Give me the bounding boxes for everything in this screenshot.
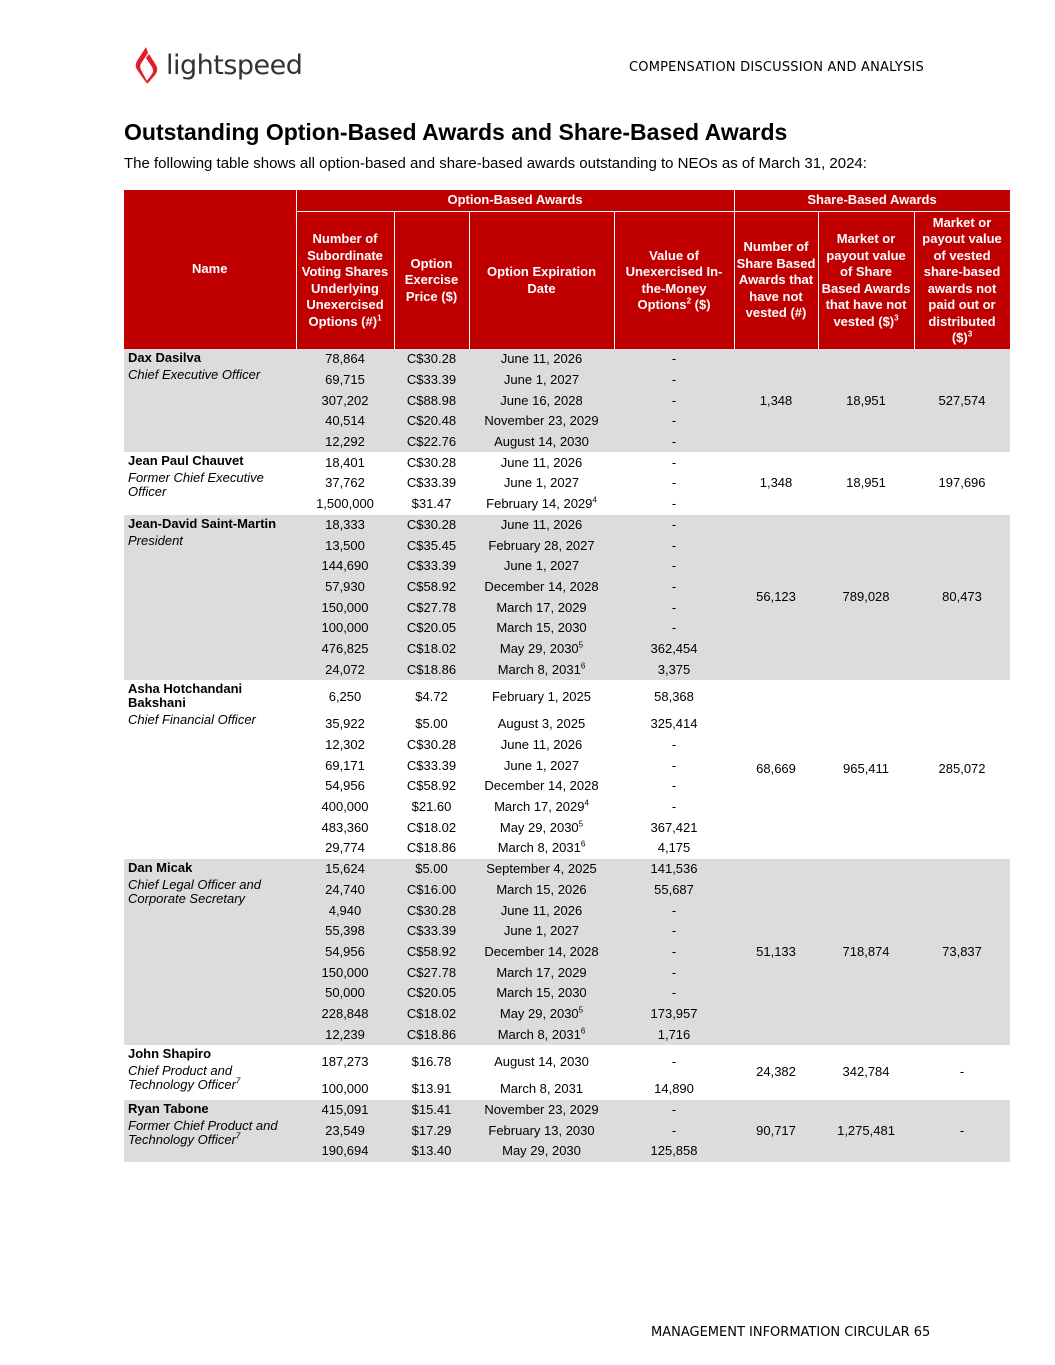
options-count-cell: 18,333 bbox=[296, 515, 394, 536]
expiration-date-cell: March 8, 2031$^6$ bbox=[469, 1024, 614, 1045]
in-the-money-value-cell: 14,890 bbox=[654, 1081, 694, 1097]
options-count-cell: 50,000 bbox=[296, 983, 394, 1004]
table-row bbox=[124, 349, 1010, 370]
expiration-date-cell: May 29, 2030 bbox=[469, 1141, 614, 1162]
expiration-date-cell: March 15, 2030 bbox=[469, 983, 614, 1004]
exercise-price-cell: $17.29 bbox=[394, 1120, 469, 1141]
share-units-cell: 68,669 bbox=[756, 761, 796, 777]
expiration-date-cell: May 29, 2030$^5$ bbox=[469, 1004, 614, 1025]
options-count-cell: 476,825 bbox=[296, 639, 394, 660]
table-row bbox=[124, 680, 1010, 714]
exercise-price-cell: $31.47 bbox=[411, 496, 452, 512]
in-the-money-value-cell: 367,421 bbox=[650, 819, 698, 835]
options-count-cell: 13,500 bbox=[296, 535, 394, 556]
share-units-cell: 90,717 bbox=[734, 1100, 818, 1162]
exercise-price-cell: C$30.28 bbox=[394, 515, 469, 536]
exercise-price-cell: $13.40 bbox=[394, 1141, 469, 1162]
person-cell bbox=[124, 349, 296, 452]
in-the-money-value-cell: - bbox=[671, 799, 677, 815]
options-count-cell: 15,624 bbox=[296, 859, 394, 880]
expiration-date-cell: May 29, 2030$^5$ bbox=[499, 819, 584, 835]
market-unvested-cell: 789,028 bbox=[818, 515, 914, 681]
table-row bbox=[124, 859, 1010, 880]
options-count-cell: 1,500,000 bbox=[316, 496, 374, 512]
market-vested-cell: 80,473 bbox=[914, 515, 1010, 681]
expiration-date-cell: February 14, 2029$^4$ bbox=[486, 495, 597, 512]
group-header-share: Share-Based Awards bbox=[734, 190, 1010, 212]
person-title: Chief Product and Technology Officer$^7$ bbox=[128, 1063, 241, 1092]
exercise-price-cell: C$20.05 bbox=[394, 983, 469, 1004]
in-the-money-value-cell: 141,536 bbox=[614, 859, 734, 880]
logo-text: lightspeed bbox=[166, 49, 303, 81]
exercise-price-cell: C$18.86 bbox=[394, 1024, 469, 1045]
table-row bbox=[124, 1100, 1010, 1121]
expiration-date-cell: March 17, 2029 bbox=[469, 962, 614, 983]
exercise-price-cell: $5.00 bbox=[394, 859, 469, 880]
in-the-money-value-cell: - bbox=[614, 1100, 734, 1121]
exercise-price-cell: $15.41 bbox=[394, 1100, 469, 1121]
in-the-money-value-cell: 3,375 bbox=[614, 659, 734, 680]
market-vested-cell: 527,574 bbox=[914, 349, 1010, 452]
exercise-price-cell: C$58.92 bbox=[394, 577, 469, 598]
options-count-cell: 12,292 bbox=[296, 432, 394, 453]
market-unvested-cell: 965,411 bbox=[843, 761, 890, 777]
market-vested-cell: 73,837 bbox=[914, 859, 1010, 1045]
share-units-cell: 51,133 bbox=[734, 859, 818, 1045]
options-count-cell: 228,848 bbox=[296, 1004, 394, 1025]
market-vested-cell: 285,072 bbox=[938, 761, 986, 777]
in-the-money-value-cell: 1,716 bbox=[614, 1024, 734, 1045]
expiration-date-cell: June 11, 2026 bbox=[500, 454, 583, 470]
options-count-cell: 187,273 bbox=[321, 1054, 369, 1069]
exercise-price-cell: C$16.00 bbox=[394, 880, 469, 901]
person-title: Chief Executive Officer bbox=[128, 367, 261, 382]
in-the-money-value-cell: - bbox=[614, 921, 734, 942]
person-title: Former Chief Product and Technology Officer$^7$ bbox=[128, 1117, 278, 1147]
awards-body bbox=[124, 349, 1010, 1162]
options-count-cell: 12,239 bbox=[296, 1024, 394, 1045]
exercise-price-cell: C$33.39 bbox=[394, 921, 469, 942]
options-count-cell: 12,302 bbox=[325, 737, 365, 753]
person-cell bbox=[124, 515, 296, 681]
expiration-date-cell: February 28, 2027 bbox=[469, 535, 614, 556]
lightspeed-logo bbox=[134, 46, 302, 84]
in-the-money-value-cell: - bbox=[614, 515, 734, 536]
flame-icon bbox=[134, 46, 160, 84]
in-the-money-value-cell: - bbox=[614, 618, 734, 639]
table-row bbox=[124, 1045, 1010, 1079]
exercise-price-cell: C$22.76 bbox=[394, 432, 469, 453]
exercise-price-cell: $4.72 bbox=[415, 689, 448, 704]
exercise-price-cell: C$27.78 bbox=[394, 597, 469, 618]
exercise-price-cell: C$88.98 bbox=[394, 390, 469, 411]
expiration-date-cell: June 1, 2027 bbox=[469, 921, 614, 942]
in-the-money-value-cell: - bbox=[671, 1054, 677, 1069]
col-header-expiration: Option Expiration Date bbox=[469, 212, 614, 350]
share-units-cell: 56,123 bbox=[734, 515, 818, 681]
col-header-share-units: Number of Share Based Awards that have not vested (#) bbox=[734, 212, 818, 350]
in-the-money-value-cell: - bbox=[614, 983, 734, 1004]
market-unvested-cell: 18,951 bbox=[846, 475, 886, 491]
person-name: Asha Hotchandani Bakshani bbox=[128, 681, 243, 710]
options-count-cell: 54,956 bbox=[296, 942, 394, 963]
col-header-value: Value of Unexercised In-the-Money Options$^2$ ($) bbox=[614, 212, 734, 350]
options-count-cell: 307,202 bbox=[296, 390, 394, 411]
options-count-cell: 100,000 bbox=[321, 1081, 369, 1097]
exercise-price-cell: C$18.02 bbox=[394, 1004, 469, 1025]
exercise-price-cell: C$33.39 bbox=[394, 556, 469, 577]
exercise-price-cell: $5.00 bbox=[415, 716, 448, 732]
in-the-money-value-cell: - bbox=[614, 432, 734, 453]
options-count-cell: 150,000 bbox=[296, 597, 394, 618]
options-count-cell: 190,694 bbox=[296, 1141, 394, 1162]
exercise-price-cell: C$30.28 bbox=[394, 900, 469, 921]
in-the-money-value-cell: 173,957 bbox=[614, 1004, 734, 1025]
section-header: COMPENSATION DISCUSSION AND ANALYSIS bbox=[629, 60, 924, 75]
in-the-money-value-cell: - bbox=[614, 962, 734, 983]
exercise-price-cell: C$20.48 bbox=[394, 411, 469, 432]
in-the-money-value-cell: - bbox=[614, 900, 734, 921]
options-count-cell: 69,715 bbox=[296, 370, 394, 391]
exercise-price-cell: $16.78 bbox=[411, 1054, 452, 1069]
col-header-exercise-price: Option Exercise Price ($) bbox=[394, 212, 469, 350]
awards-table bbox=[124, 190, 1011, 1162]
exercise-price-cell: C$58.92 bbox=[394, 942, 469, 963]
person-title: Former Chief Executive Officer bbox=[128, 470, 264, 500]
expiration-date-cell: December 14, 2028 bbox=[484, 778, 599, 794]
exercise-price-cell: C$33.39 bbox=[394, 370, 469, 391]
options-count-cell: 40,514 bbox=[296, 411, 394, 432]
table-row bbox=[124, 515, 1010, 536]
person-title: Chief Financial Officer bbox=[128, 712, 256, 727]
exercise-price-cell: C$18.02 bbox=[394, 639, 469, 660]
expiration-date-cell: June 11, 2026 bbox=[469, 515, 614, 536]
share-units-cell: 24,382 bbox=[756, 1064, 796, 1080]
market-unvested-cell: 342,784 bbox=[842, 1064, 890, 1080]
expiration-date-cell: March 8, 2031$^6$ bbox=[469, 659, 614, 680]
options-count-cell: 144,690 bbox=[296, 556, 394, 577]
exercise-price-cell: C$18.86 bbox=[406, 840, 457, 856]
person-cell bbox=[124, 1100, 296, 1162]
exercise-price-cell: $21.60 bbox=[411, 799, 452, 815]
in-the-money-value-cell: 325,414 bbox=[650, 716, 698, 732]
in-the-money-value-cell: - bbox=[614, 597, 734, 618]
market-vested-cell: 197,696 bbox=[938, 475, 986, 491]
options-count-cell: 78,864 bbox=[296, 349, 394, 370]
options-count-cell: 415,091 bbox=[296, 1100, 394, 1121]
expiration-date-cell: December 14, 2028 bbox=[469, 577, 614, 598]
market-unvested-cell: 18,951 bbox=[818, 349, 914, 452]
options-count-cell: 69,171 bbox=[325, 757, 365, 773]
exercise-price-cell: C$18.86 bbox=[394, 659, 469, 680]
options-count-cell: 37,762 bbox=[325, 475, 365, 491]
in-the-money-value-cell: 4,175 bbox=[657, 840, 691, 856]
person-name: John Shapiro bbox=[128, 1046, 212, 1061]
person-cell bbox=[124, 680, 296, 859]
person-name: Dan Micak bbox=[128, 859, 193, 875]
in-the-money-value-cell: - bbox=[671, 454, 677, 470]
expiration-date-cell: June 1, 2027 bbox=[503, 757, 580, 773]
expiration-date-cell: May 29, 2030$^5$ bbox=[469, 639, 614, 660]
in-the-money-value-cell: - bbox=[671, 475, 677, 491]
page-subtitle: The following table shows all option-based and share-based awards outstanding to NEOs as of March 31, 2024: bbox=[124, 155, 867, 172]
in-the-money-value-cell: - bbox=[671, 496, 677, 512]
options-count-cell: 57,930 bbox=[296, 577, 394, 598]
expiration-date-cell: September 4, 2025 bbox=[469, 859, 614, 880]
expiration-date-cell: December 14, 2028 bbox=[469, 942, 614, 963]
in-the-money-value-cell: - bbox=[614, 942, 734, 963]
in-the-money-value-cell: 362,454 bbox=[614, 639, 734, 660]
expiration-date-cell: March 8, 2031 bbox=[499, 1081, 584, 1097]
expiration-date-cell: November 23, 2029 bbox=[469, 411, 614, 432]
person-title: Chief Legal Officer and Corporate Secretary bbox=[128, 876, 261, 906]
exercise-price-cell: C$27.78 bbox=[394, 962, 469, 983]
options-count-cell: 4,940 bbox=[296, 900, 394, 921]
in-the-money-value-cell: - bbox=[671, 757, 677, 773]
expiration-date-cell: March 15, 2030 bbox=[469, 618, 614, 639]
col-header-market-unvested: Market or payout value of Share Based Awards that have not vested ($)$^3$ bbox=[818, 212, 914, 350]
person-name: Dax Dasilva bbox=[128, 350, 201, 365]
table-row bbox=[124, 452, 1010, 473]
options-count-cell: 400,000 bbox=[321, 799, 369, 815]
expiration-date-cell: March 17, 2029$^4$ bbox=[494, 798, 589, 815]
in-the-money-value-cell: - bbox=[614, 577, 734, 598]
expiration-date-cell: March 17, 2029 bbox=[469, 597, 614, 618]
options-count-cell: 150,000 bbox=[296, 962, 394, 983]
exercise-price-cell: C$18.02 bbox=[406, 819, 457, 835]
expiration-date-cell: June 1, 2027 bbox=[469, 370, 614, 391]
options-count-cell: 24,740 bbox=[296, 880, 394, 901]
in-the-money-value-cell: - bbox=[614, 411, 734, 432]
expiration-date-cell: March 15, 2026 bbox=[469, 880, 614, 901]
exercise-price-cell: C$35.45 bbox=[394, 535, 469, 556]
expiration-date-cell: June 16, 2028 bbox=[469, 390, 614, 411]
exercise-price-cell: C$58.92 bbox=[406, 778, 457, 794]
options-count-cell: 483,360 bbox=[321, 819, 369, 835]
share-units-cell: 1,348 bbox=[734, 349, 818, 452]
options-count-cell: 18,401 bbox=[325, 454, 365, 470]
options-count-cell: 6,250 bbox=[328, 689, 362, 704]
page-title: Outstanding Option-Based Awards and Share-Based Awards bbox=[124, 119, 788, 145]
expiration-date-cell: June 11, 2026 bbox=[500, 737, 583, 753]
col-header-name: Name bbox=[124, 190, 296, 349]
exercise-price-cell: $13.91 bbox=[411, 1081, 452, 1097]
in-the-money-value-cell: 125,858 bbox=[614, 1141, 734, 1162]
expiration-date-cell: June 11, 2026 bbox=[469, 349, 614, 370]
expiration-date-cell: August 14, 2030 bbox=[469, 432, 614, 453]
options-count-cell: 35,922 bbox=[325, 716, 365, 732]
page-footer: MANAGEMENT INFORMATION CIRCULAR 65 bbox=[651, 1325, 931, 1340]
options-count-cell: 100,000 bbox=[296, 618, 394, 639]
options-count-cell: 29,774 bbox=[325, 840, 365, 856]
exercise-price-cell: C$20.05 bbox=[394, 618, 469, 639]
exercise-price-cell: C$33.39 bbox=[406, 757, 457, 773]
market-unvested-cell: 718,874 bbox=[818, 859, 914, 1045]
person-title: President bbox=[128, 532, 183, 548]
person-name: Jean Paul Chauvet bbox=[128, 453, 244, 469]
expiration-date-cell: June 1, 2027 bbox=[469, 556, 614, 577]
options-count-cell: 23,549 bbox=[296, 1120, 394, 1141]
options-count-cell: 24,072 bbox=[296, 659, 394, 680]
exercise-price-cell: C$33.39 bbox=[406, 475, 457, 491]
in-the-money-value-cell: - bbox=[614, 556, 734, 577]
person-name: Jean-David Saint-Martin bbox=[128, 515, 277, 531]
expiration-date-cell: February 13, 2030 bbox=[469, 1120, 614, 1141]
person-cell bbox=[124, 452, 296, 514]
in-the-money-value-cell: 55,687 bbox=[614, 880, 734, 901]
expiration-date-cell: March 8, 2031$^6$ bbox=[497, 840, 586, 856]
col-header-num-options: Number of Subordinate Voting Shares Underlying Unexercised Options (#)$^1$ bbox=[296, 212, 394, 350]
market-unvested-cell: 1,275,481 bbox=[818, 1100, 914, 1162]
market-vested-cell: - bbox=[914, 1100, 1010, 1162]
col-header-market-vested: Market or payout value of vested share-based awards not paid out or distributed ($)$^3$ bbox=[914, 212, 1010, 350]
in-the-money-value-cell: - bbox=[671, 737, 677, 753]
in-the-money-value-cell: - bbox=[614, 535, 734, 556]
in-the-money-value-cell: - bbox=[614, 349, 734, 370]
in-the-money-value-cell: - bbox=[614, 370, 734, 391]
in-the-money-value-cell: - bbox=[614, 1120, 734, 1141]
expiration-date-cell: November 23, 2029 bbox=[469, 1100, 614, 1121]
exercise-price-cell: C$30.28 bbox=[394, 349, 469, 370]
in-the-money-value-cell: 58,368 bbox=[654, 689, 694, 704]
options-count-cell: 54,956 bbox=[325, 778, 365, 794]
in-the-money-value-cell: - bbox=[614, 390, 734, 411]
group-header-option: Option-Based Awards bbox=[296, 190, 734, 212]
person-cell bbox=[124, 1045, 296, 1100]
expiration-date-cell: June 11, 2026 bbox=[469, 900, 614, 921]
options-count-cell: 55,398 bbox=[296, 921, 394, 942]
market-vested-cell: - bbox=[959, 1064, 965, 1080]
expiration-date-cell: August 14, 2030 bbox=[494, 1054, 589, 1069]
person-name: Ryan Tabone bbox=[128, 1100, 209, 1116]
in-the-money-value-cell: - bbox=[671, 778, 677, 794]
exercise-price-cell: C$30.28 bbox=[406, 454, 457, 470]
person-cell bbox=[124, 859, 296, 1045]
exercise-price-cell: C$30.28 bbox=[406, 737, 457, 753]
share-units-cell: 1,348 bbox=[759, 475, 793, 491]
expiration-date-cell: August 3, 2025 bbox=[497, 716, 586, 732]
expiration-date-cell: June 1, 2027 bbox=[503, 475, 580, 491]
expiration-date-cell: February 1, 2025 bbox=[491, 689, 591, 704]
